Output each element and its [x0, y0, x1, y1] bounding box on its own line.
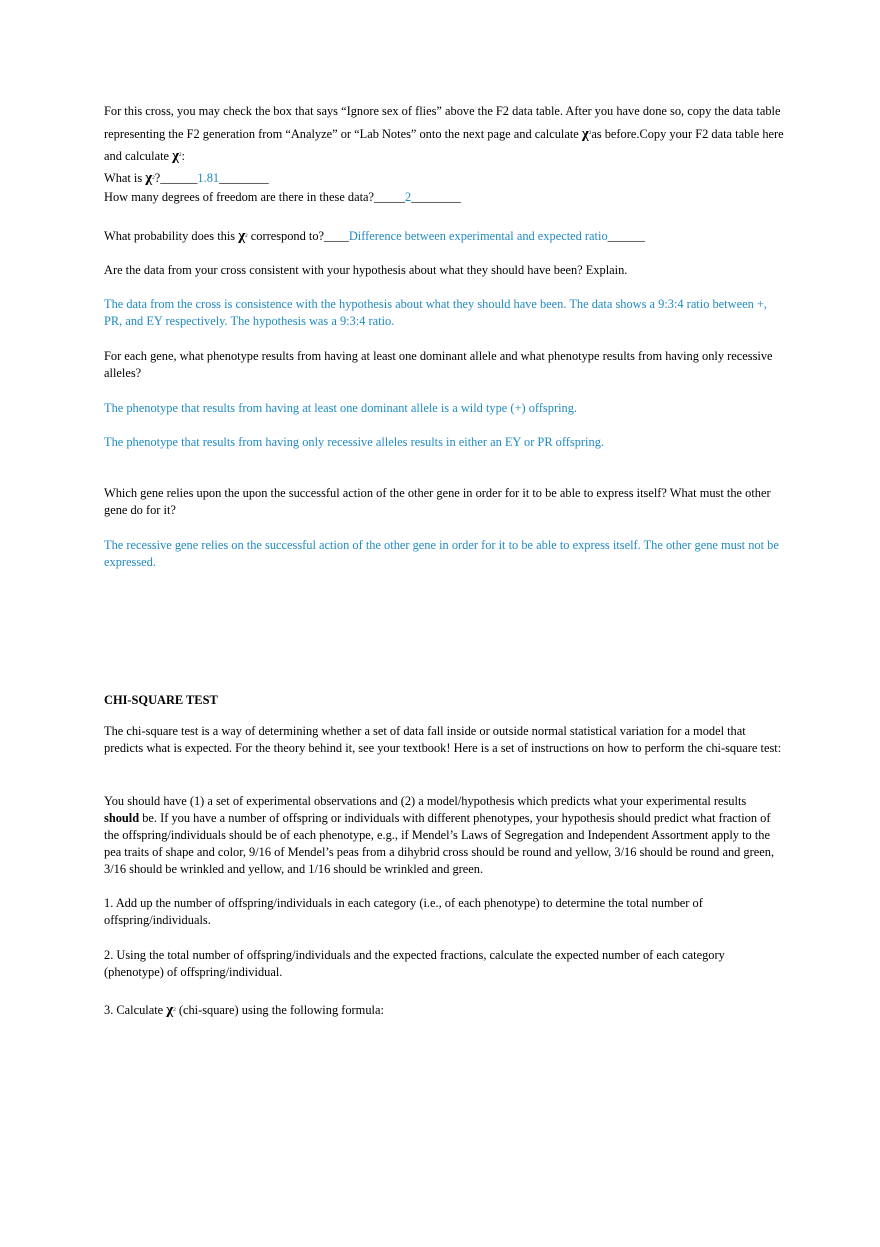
- superscript: 2: [173, 1008, 176, 1013]
- text: For this cross, you may check the box that says “Ignore sex of flies” above the F2 data table. After you have done so, copy the data table representing the F2 generation from “Analyze” or “Lab Notes” onto the next page and calculate: [104, 104, 781, 141]
- question-phenotype: For each gene, what phenotype results from having at least one dominant allele and what phenotype results from having only recessive alleles?: [104, 349, 773, 380]
- bold-text: should: [104, 811, 140, 825]
- question-gene: Which gene relies upon the upon the successful action of the other gene in order for it to be able to express itself? What must the other gene do for it?: [104, 486, 771, 517]
- text: (chi-square) using the following formula:: [175, 1003, 384, 1017]
- answer-phenotype-2: The phenotype that results from having only recessive alleles results in either an EY or PR offspring.: [104, 435, 604, 449]
- text: ?______: [154, 171, 198, 185]
- text: You should have (1) a set of experimental observations and (2) a model/hypothesis which predicts what your experimental results: [104, 794, 747, 808]
- superscript: 2: [179, 153, 182, 158]
- question-chi-value: [104, 170, 784, 187]
- chi-instructions-paragraph: [104, 793, 784, 878]
- answer-probability: Difference between experimental and expected ratio: [348, 229, 608, 243]
- text: What probability does this: [104, 229, 239, 243]
- answer-phenotype-1: The phenotype that results from having at least one dominant allele is a wild type (+) offspring.: [104, 401, 578, 415]
- text: as before.Copy your F2 data table here and calculate: [104, 126, 784, 163]
- text: 3. Calculate: [104, 1003, 167, 1017]
- step-2: 2. Using the total number of offspring/individuals and the expected fractions, calculate the expected number of each category (phenotype) of offspring/individual.: [104, 948, 725, 979]
- question-degrees-freedom: [104, 189, 784, 206]
- section-heading: CHI-SQUARE TEST: [104, 693, 218, 707]
- superscript: 2: [152, 176, 155, 181]
- intro-paragraph: [104, 100, 784, 168]
- text: ________: [411, 190, 461, 204]
- chi-symbol: χ: [145, 170, 153, 186]
- text: What is: [104, 171, 146, 185]
- text: be. If you have a number of offspring or individuals with different phenotypes, your hypothesis should predict what fraction of the offspring/individuals should be of each phenotype, e.g., if Mendel’s Laws of Segregation and Independent Assortment apply to the pea traits of shape and color, 9/16 of Mendel’s peas from a dihybrid cross should be round and yellow, 3/16 should be round and green, 3/16 should be wrinkled and yellow, and 1/16 should be wrinkled and green.: [104, 811, 775, 876]
- answer-degrees-freedom: 2: [405, 190, 412, 204]
- chi-symbol: χ: [238, 228, 246, 244]
- text: ________: [219, 171, 269, 185]
- chi-symbol: χ: [172, 148, 180, 164]
- chi-symbol: χ: [581, 125, 589, 142]
- superscript: 2: [245, 234, 248, 239]
- chi-intro-paragraph: The chi-square test is a way of determining whether a set of data fall inside or outside normal statistical variation for a model that predicts what is expected. For the theory behind it, see your textbook! Here is a set of instructions on how to perform the chi-square test:: [104, 724, 782, 755]
- text: correspond to?____: [247, 229, 349, 243]
- text: :: [181, 149, 185, 163]
- chi-symbol: χ: [166, 1002, 174, 1018]
- text: ______: [607, 229, 645, 243]
- superscript: 2: [588, 130, 592, 136]
- question-consistent: Are the data from your cross consistent with your hypothesis about what they should have been? Explain.: [104, 263, 628, 277]
- question-probability: [104, 228, 784, 245]
- answer-chi-value: 1.81: [197, 171, 220, 185]
- step-3: [104, 1002, 784, 1019]
- step-1: 1. Add up the number of offspring/individuals in each category (i.e., of each phenotype) to determine the total number of offspring/individuals.: [104, 896, 703, 927]
- answer-gene: The recessive gene relies on the successful action of the other gene in order for it to be able to express itself. The other gene must not be expressed.: [104, 538, 779, 569]
- answer-consistent: The data from the cross is consistence with the hypothesis about what they should have been. The data shows a 9:3:4 ratio between +, PR, and EY respectively. The hypothesis was a 9:3:4 ratio.: [104, 297, 767, 328]
- text: How many degrees of freedom are there in these data?_____: [104, 190, 406, 204]
